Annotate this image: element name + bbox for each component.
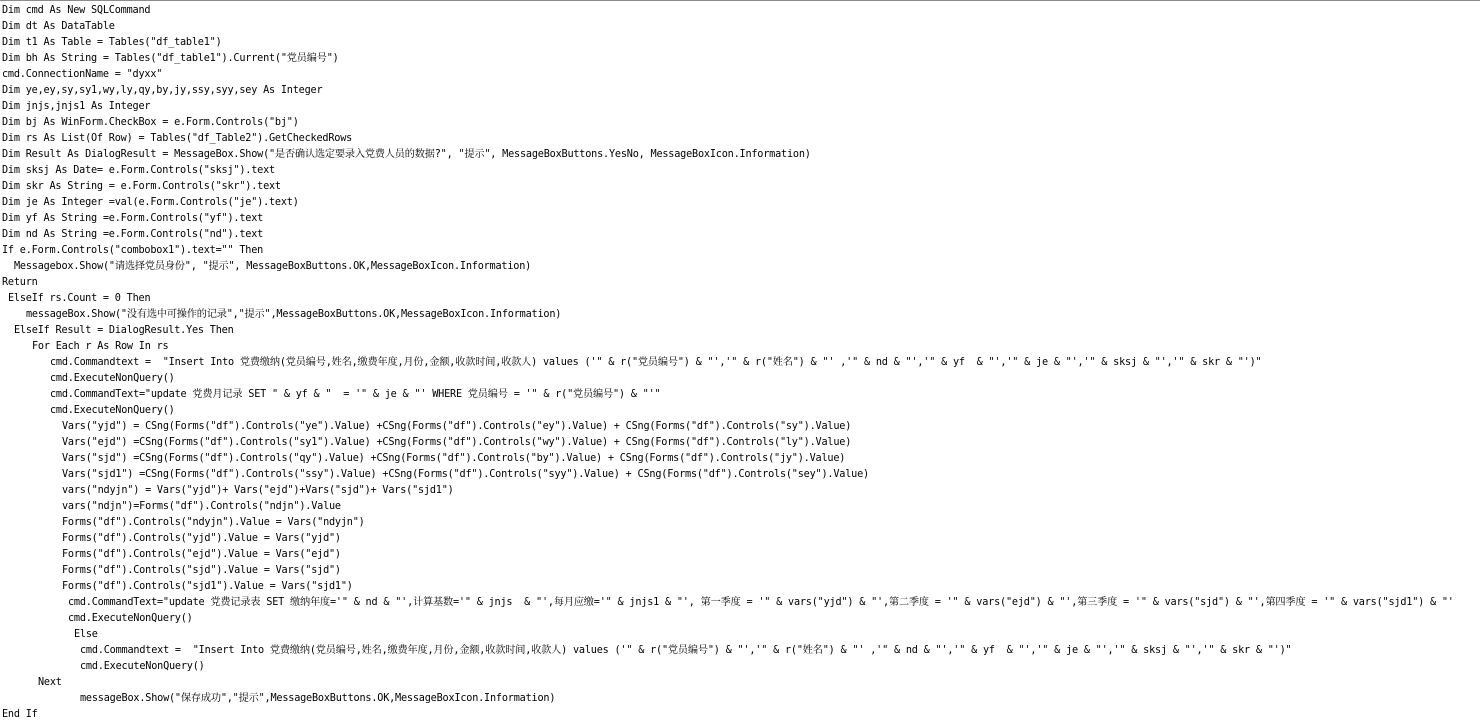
- code-line: Vars("sjd") =CSng(Forms("df").Controls("qy").Value) +CSng(Forms("df").Controls("by").Value) + CSng(Forms("df").Controls("jy").Value): [62, 453, 846, 464]
- code-line: Forms("df").Controls("sjd").Value = Vars("sjd"): [62, 565, 341, 576]
- code-line: messageBox.Show("保存成功","提示",MessageBoxButtons.OK,MessageBoxIcon.Information): [80, 693, 556, 704]
- code-line: Vars("ejd") =CSng(Forms("df").Controls("sy1").Value) +CSng(Forms("df").Controls("wy").Value) + CSng(Forms("df").Controls("ly").Value): [62, 437, 852, 448]
- code-line: ElseIf Result = DialogResult.Yes Then: [14, 325, 234, 336]
- code-line: cmd.ExecuteNonQuery(): [50, 373, 175, 384]
- code-line: If e.Form.Controls("combobox1").text="" Then: [2, 245, 264, 256]
- code-line: Dim Result As DialogResult = MessageBox.Show("是否确认选定要录入党费人员的数据?", "提示", MessageBoxButtons.YesNo, MessageBoxIcon.Information): [2, 149, 811, 160]
- code-line: cmd.CommandText="update 党费记录表 SET 缴纳年度='" & nd & "',计算基数='" & jnjs & "',每月应缴='" & jnjs1 & "', 第一季度 = '" & vars("yjd") & "',第二季度 = '" & vars("ejd") & "',第三季度 = '" & vars("sjd") & "',第四季度 = '" & vars("sjd1") & "': [68, 597, 1454, 608]
- code-line: Dim bj As WinForm.CheckBox = e.Form.Controls("bj"): [2, 117, 299, 128]
- code-line: Dim je As Integer =val(e.Form.Controls("je").text): [2, 197, 299, 208]
- code-line: cmd.ExecuteNonQuery(): [50, 405, 175, 416]
- code-line: Return: [2, 277, 38, 288]
- code-line: cmd.CommandText="update 党费月记录 SET " & yf & " = '" & je & "' WHERE 党员编号 = '" & r("党员编号") & "'": [50, 389, 661, 400]
- code-line: Vars("yjd") = CSng(Forms("df").Controls("ye").Value) +CSng(Forms("df").Controls("ey").Value) + CSng(Forms("df").Controls("sy").Value): [62, 421, 852, 432]
- code-line: Dim ye,ey,sy,sy1,wy,ly,qy,by,jy,ssy,syy,sey As Integer: [2, 85, 323, 96]
- code-line: Dim rs As List(Of Row) = Tables("df_Table2").GetCheckedRows: [2, 133, 353, 144]
- code-line: cmd.Commandtext = "Insert Into 党费缴纳(党员编号,姓名,缴费年度,月份,金额,收款时间,收款人) values ('" & r("党员编号") & "','" & r("姓名") & "' ,'" & nd & "','" & yf & "','" & je & "','" & sksj & "','" & skr & "')": [80, 645, 1292, 656]
- code-line: Next: [38, 677, 62, 688]
- code-line: Dim jnjs,jnjs1 As Integer: [2, 101, 151, 112]
- code-line: Vars("sjd1") =CSng(Forms("df").Controls("ssy").Value) +CSng(Forms("df").Controls("syy").Value) + CSng(Forms("df").Controls("sey").Value): [62, 469, 869, 480]
- code-line: cmd.Commandtext = "Insert Into 党费缴纳(党员编号,姓名,缴费年度,月份,金额,收款时间,收款人) values ('" & r("党员编号") & "','" & r("姓名") & "' ,'" & nd & "','" & yf & "','" & je & "','" & sksj & "','" & skr & "')": [50, 357, 1262, 368]
- code-line: Dim skr As String = e.Form.Controls("skr").text: [2, 181, 281, 192]
- code-line: Forms("df").Controls("yjd").Value = Vars("yjd"): [62, 533, 341, 544]
- code-line: Forms("df").Controls("ndyjn").Value = Vars("ndyjn"): [62, 517, 365, 528]
- code-line: Forms("df").Controls("sjd1").Value = Vars("sjd1"): [62, 581, 353, 592]
- code-line: Dim t1 As Table = Tables("df_table1"): [2, 37, 222, 48]
- code-line: ElseIf rs.Count = 0 Then: [8, 293, 151, 304]
- code-line: cmd.ExecuteNonQuery(): [68, 613, 193, 624]
- code-line: Dim sksj As Date= e.Form.Controls("sksj").text: [2, 165, 275, 176]
- code-line: Dim dt As DataTable: [2, 21, 115, 32]
- code-lines: [2, 3, 1480, 723]
- code-line: Messagebox.Show("请选择党员身份", "提示", MessageBoxButtons.OK,MessageBoxIcon.Information): [14, 261, 532, 272]
- code-line: Dim cmd As New SQLCommand: [2, 5, 151, 16]
- code-line: Dim yf As String =e.Form.Controls("yf").text: [2, 213, 264, 224]
- code-line: End If: [2, 709, 38, 720]
- code-line: Dim nd As String =e.Form.Controls("nd").text: [2, 229, 264, 240]
- code-line: vars("ndyjn") = Vars("yjd")+ Vars("ejd")+Vars("sjd")+ Vars("sjd1"): [62, 485, 454, 496]
- code-line: cmd.ConnectionName = "dyxx": [2, 69, 163, 80]
- code-line: Else: [74, 629, 98, 640]
- code-line: For Each r As Row In rs: [32, 341, 169, 352]
- code-line: Dim bh As String = Tables("df_table1").Current("党员编号"): [2, 53, 339, 64]
- code-line: vars("ndjn")=Forms("df").Controls("ndjn").Value: [62, 501, 341, 512]
- code-line: Forms("df").Controls("ejd").Value = Vars("ejd"): [62, 549, 341, 560]
- code-line: messageBox.Show("没有选中可操作的记录","提示",MessageBoxButtons.OK,MessageBoxIcon.Information): [26, 309, 562, 320]
- code-line: cmd.ExecuteNonQuery(): [80, 661, 205, 672]
